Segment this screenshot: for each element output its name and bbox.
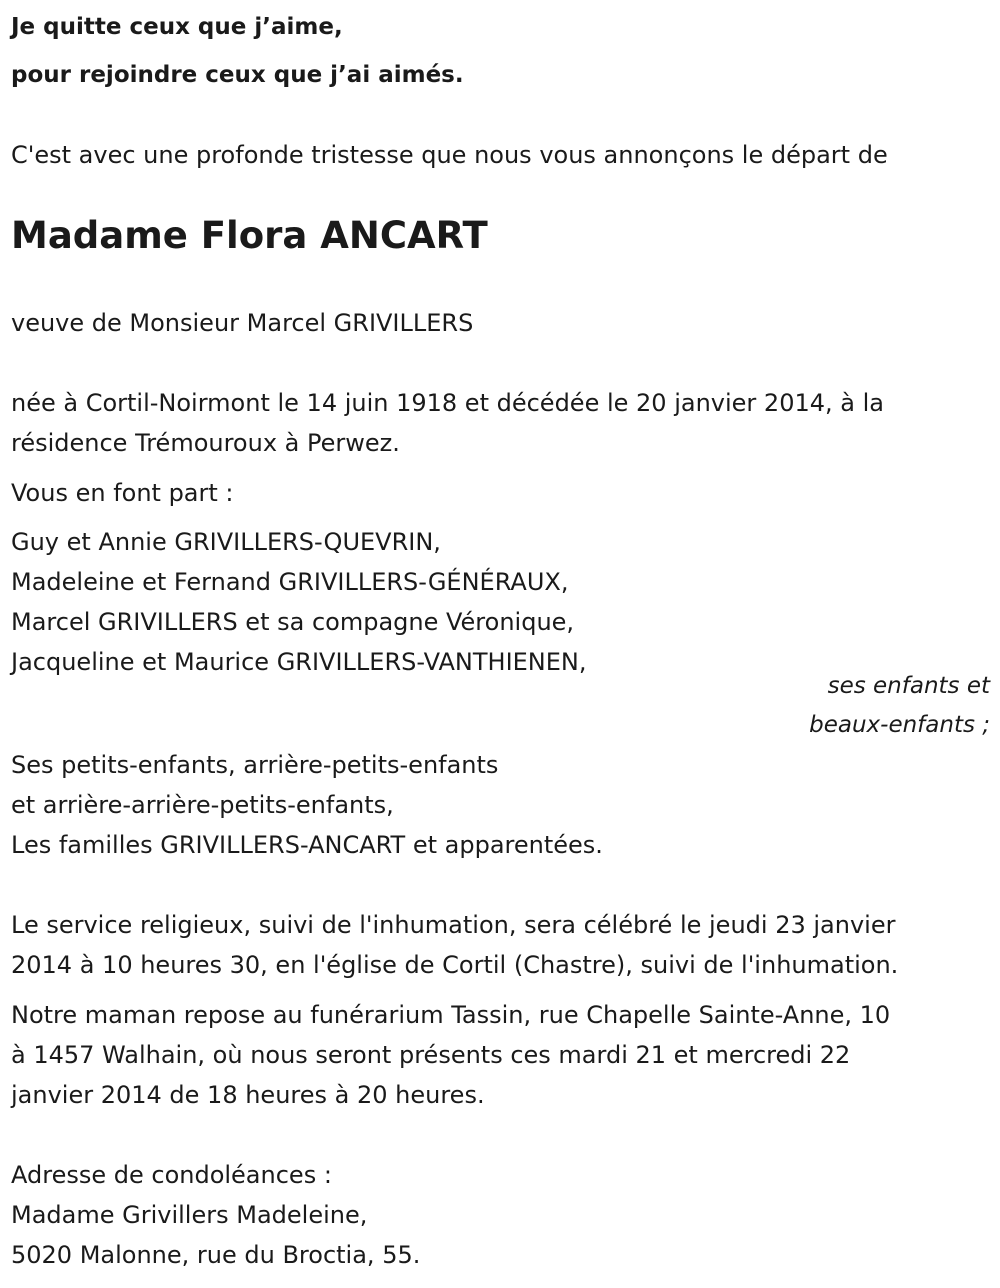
children-role-line-2: beaux-enfants ; [809,712,990,738]
funerarium-line-1: Notre maman repose au funérarium Tassin, rue Chapelle Sainte-Anne, 10 [11,1001,891,1029]
widow-of-text: veuve de Monsieur Marcel GRIVILLERS [11,309,474,337]
funerarium-line-3: janvier 2014 de 18 heures à 20 heures. [11,1081,485,1109]
birth-death-line-1: née à Cortil-Noirmont le 14 juin 1918 et décédée le 20 janvier 2014, à la [11,389,884,417]
epigraph-line-1: Je quitte ceux que j’aime, [11,14,343,40]
children-line-1: Guy et Annie GRIVILLERS-QUEVRIN, [11,528,441,556]
condolences-name: Madame Grivillers Madeleine, [11,1201,368,1229]
intro-text: C'est avec une profonde tristesse que nous vous annonçons le départ de [11,141,888,169]
epigraph-line-2: pour rejoindre ceux que j’ai aimés. [11,62,464,88]
service-line-1: Le service religieux, suivi de l'inhumation, sera célébré le jeudi 23 janvier [11,911,896,939]
children-line-3: Marcel GRIVILLERS et sa compagne Véronique, [11,608,575,636]
condolences-address: 5020 Malonne, rue du Broctia, 55. [11,1241,421,1269]
condolences-heading: Adresse de condoléances : [11,1161,332,1189]
birth-death-line-2: résidence Trémouroux à Perwez. [11,429,400,457]
service-line-2: 2014 à 10 heures 30, en l'église de Cortil (Chastre), suivi de l'inhumation. [11,951,899,979]
funerarium-line-2: à 1457 Walhain, où nous seront présents ces mardi 21 et mercredi 22 [11,1041,851,1069]
children-line-2: Madeleine et Fernand GRIVILLERS-GÉNÉRAUX, [11,568,569,596]
family-line-1: Ses petits-enfants, arrière-petits-enfants [11,751,499,779]
family-line-2: et arrière-arrière-petits-enfants, [11,791,394,819]
children-role-line-1: ses enfants et [827,673,990,699]
announce-intro: Vous en font part : [11,479,234,507]
family-line-3: Les familles GRIVILLERS-ANCART et apparentées. [11,831,603,859]
deceased-name: Madame Flora ANCART [11,214,488,257]
children-line-4: Jacqueline et Maurice GRIVILLERS-VANTHIENEN, [11,648,587,676]
